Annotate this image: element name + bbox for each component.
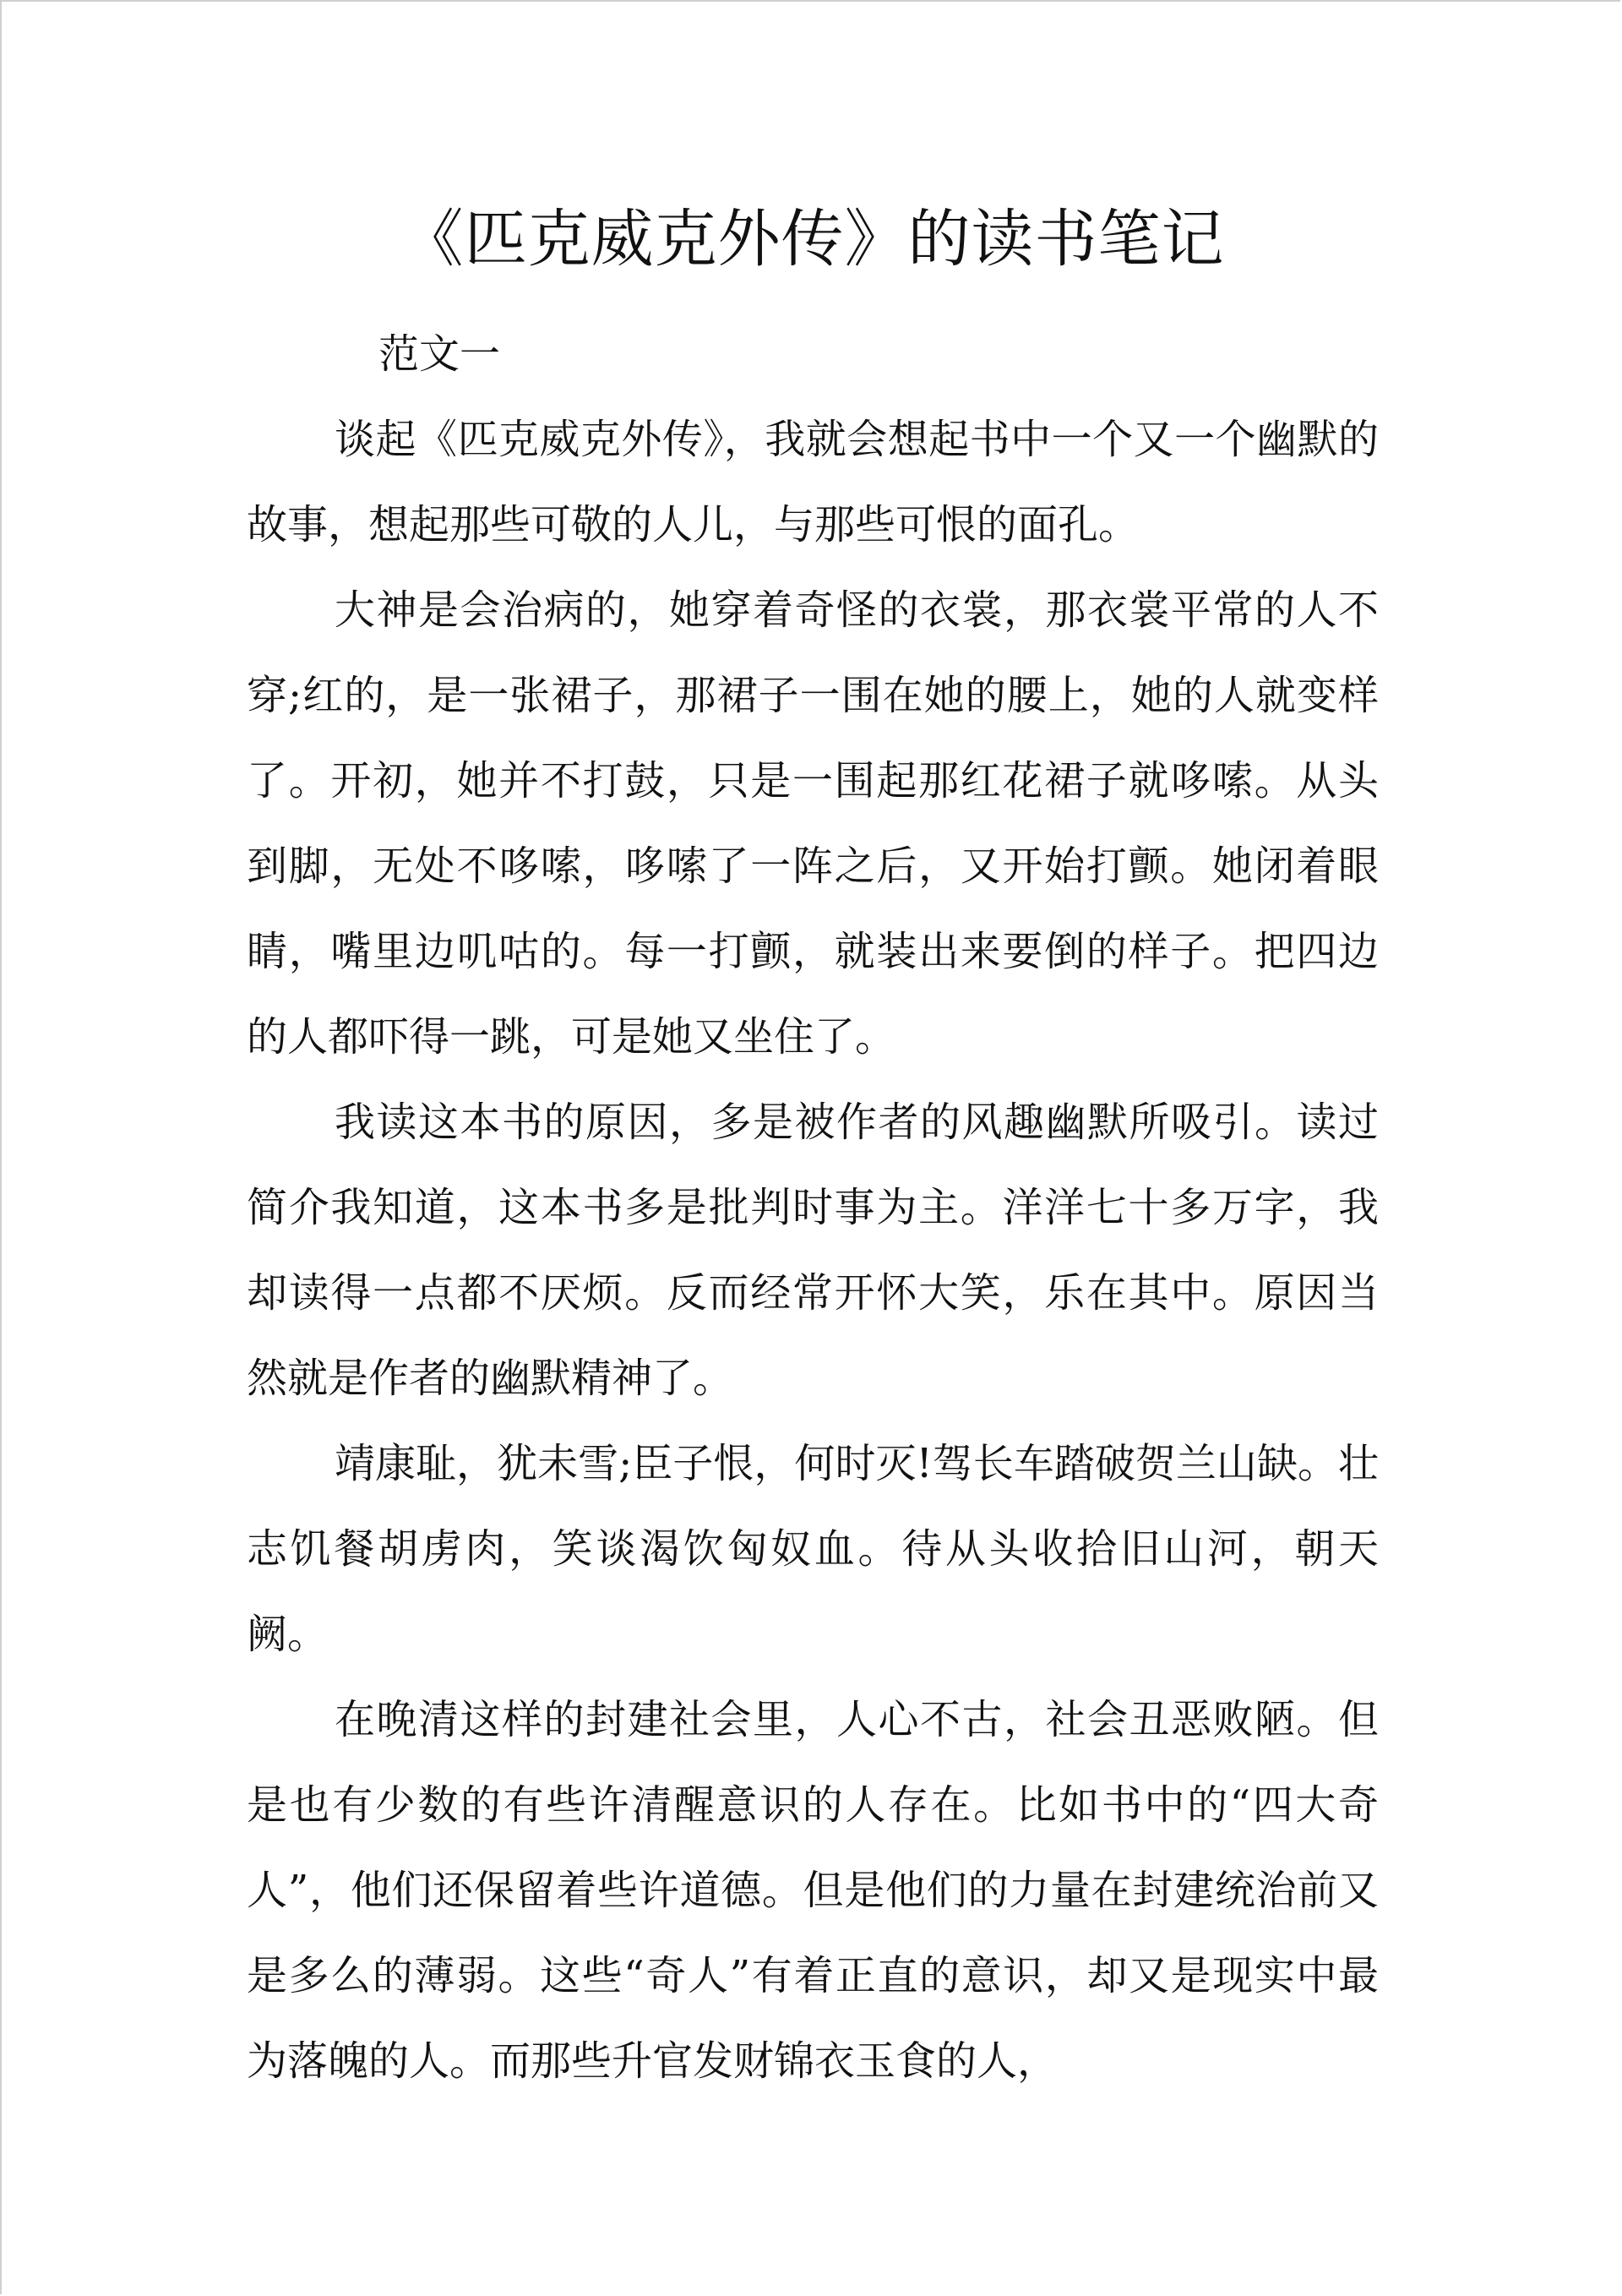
paragraph-1: 谈起《匹克威克外传》，我就会想起书中一个又一个幽默的故事，想起那些可敬的人儿，与那些可恨的面孔。 — [247, 416, 1379, 548]
paragraph-4: 靖康耻，犹未雪;臣子恨，何时灭!驾长车踏破贺兰山缺。壮志饥餐胡虏肉，笑谈渴饮匈奴血。待从头收拾旧山河，朝天阙。 — [247, 1440, 1379, 1658]
paragraph-3: 我读这本书的原因，多是被作者的风趣幽默所吸引。读过简介我知道，这本书多是批判时事为主。洋洋七十多万字，我却读得一点都不厌烦。反而经常开怀大笑，乐在其中。原因当然就是作者的幽默精神了。 — [247, 1099, 1379, 1402]
paragraph-5: 在晚清这样的封建社会里，人心不古，社会丑恶败陋。但是也有少数的有些许清醒意识的人存在。比如书中的“四大奇人”，他们还保留着些许道德。但是他们的力量在封建统治前又是多么的薄弱。这些“奇人”有着正直的意识，却又是现实中最为落魄的人。而那些升官发财锦衣玉食的人， — [247, 1696, 1379, 2085]
document-body — [247, 312, 1379, 2104]
paragraph-2: 大神是会治病的，她穿着奇怪的衣裳，那衣裳平常的人不穿;红的，是一张裙子，那裙子一围在她的腰上，她的人就变样了。开初，她并不打鼓，只是一围起那红花裙子就哆嗦。从头到脚，无处不哆嗦，哆嗦了一阵之后，又开始打颤。她闭着眼睛，嘴里边叽咕的。每一打颤，就装出来要倒的样子。把四边的人都吓得一跳，可是她又坐住了。 — [247, 586, 1379, 1061]
section-label: 范文一 — [378, 330, 501, 378]
document-title: 《匹克威克外传》的读书笔记 — [400, 203, 1225, 275]
